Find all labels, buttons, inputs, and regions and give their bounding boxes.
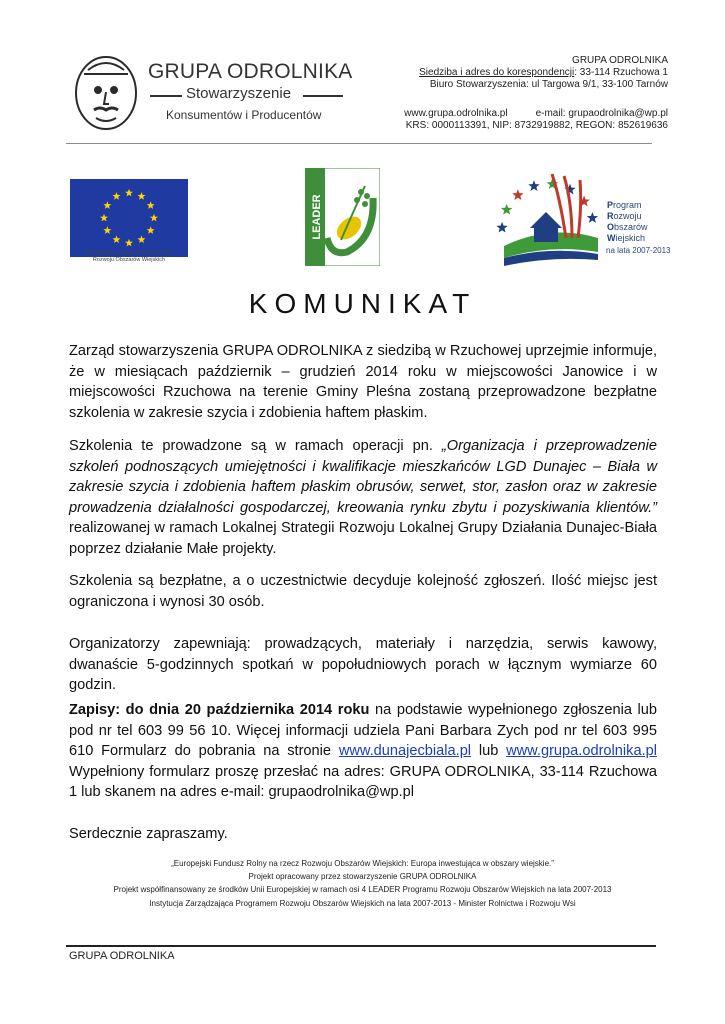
prow-star-icon [528, 180, 539, 191]
paragraph-free-training: Szkolenia są bezpłatne, a o uczestnictwie decyduje kolejność zgłoszeń. Ilość miejsc jest ograniczona i wynosi 30 osób. [69, 573, 657, 610]
operation-lead-text: Szkolenia te prowadzone są w ramach operacji pn. [69, 438, 442, 454]
registration-deadline: Zapisy: do dnia 20 października 2014 roku [69, 702, 370, 718]
brand-tagline: Konsumentów i Producentów [166, 108, 322, 122]
registration-text-1: na podstawie wypełnionego zgłoszenia lub pod nr tel 603 99 56 10. Więcej informacji udziela Pani Barbara Zych pod nr tel 603 995 610 Formularz do pobrania na stronie [69, 702, 658, 759]
prow-line-1: Program [607, 200, 642, 210]
footer-divider [66, 945, 656, 947]
prow-years: na lata 2007-2013 [606, 246, 671, 255]
org-name: GRUPA ODROLNIKA [572, 55, 668, 66]
prow-line-2: Rozwoju [607, 211, 642, 221]
contact-web-email [404, 108, 668, 120]
paragraph-operation [69, 436, 657, 559]
seat-address [419, 67, 668, 79]
paragraph-registration [69, 700, 657, 803]
paragraph-organizers: Organizatorzy zapewniają: prowadzących, materiały i narzędzia, serwis kawowy, dwanaście 5-godzinnych spotkań w popołudniowych porach w łącznym wymiarze 60 godzin. [69, 636, 657, 693]
website-text: www.grupa.odrolnika.pl [404, 108, 508, 119]
prow-star-icon [501, 204, 512, 215]
footer-line-2: Projekt opracowany przez stowarzyszenie GRUPA ODROLNIKA [248, 872, 477, 881]
closing-text: Serdecznie zapraszamy. [69, 826, 228, 842]
prow-star-icon [512, 189, 523, 200]
prow-line-3: Obszarów [607, 222, 648, 232]
page-title: KOMUNIKAT [248, 288, 477, 319]
footer-line-3: Projekt współfinansowany ze środków Unii Europejskiej w ramach osi 4 LEADER Programu Rozwoju Obszarów Wiejskich na lata 2007-2013 [113, 885, 612, 894]
operation-title: „Organizacja i przeprowadzenie szkoleń podnoszących umiejętności i kwalifikacje mieszkańców LGD Dunajec – Biała w zakresie szycia i zdobienia haftem płaskim obrusów, serwet, stor, zasłon oraz w zakresie prowadzenia działalności gospodarczej, kreowania rynku zbytu i pozyskiwania klientów.” [69, 438, 658, 516]
eu-caption-line-2: Rozwoju Obszarów Wiejskich [92, 257, 166, 263]
eu-caption-line-1: Europejski Fundusz Rolny na rzecz [85, 250, 173, 256]
brand-divider-left [150, 95, 182, 97]
dunajecbiala-link[interactable]: www.dunajecbiala.pl [338, 743, 472, 759]
footer-line-1: „Europejski Fundusz Rolny na rzecz Rozwoju Obszarów Wiejskich: Europa inwestująca w obszary wiejskie.” [171, 859, 554, 868]
brand-divider-right [303, 95, 343, 97]
seat-address-value: : 33-114 Rzuchowa 1 [574, 67, 668, 78]
prow-star-icon [496, 222, 507, 233]
paragraph-intro: Zarząd stowarzyszenia GRUPA ODROLNIKA z siedzibą w Rzuchowej uprzejmie informuje, że w miesiącach październik – grudzień 2014 roku w miejscowości Janowice i w miejscowości Rzuchowa na terenie Gminy Pleśna zostaną przeprowadzone bezpłatne szkolenia w zakresie szycia i zdobienia haftem płaskim. [69, 343, 657, 421]
operation-tail-text: realizowanej w ramach Lokalnej Strategii Rozwoju Lokalnej Grupy Działania Dunajec-Biała poprzez działanie Małe projekty. [69, 520, 657, 557]
footer-line-4: Instytucja Zarządzająca Programem Rozwoju Obszarów Wiejskich na lata 2007-2013 - Minister Rolnictwa i Rozwoju Wsi [149, 899, 576, 908]
grupa-odrolnika-link[interactable]: www.grupa.odrolnika.pl [506, 743, 657, 759]
registry-numbers: KRS: 0000113391, NIP: 8732919882, REGON: 852619636 [405, 120, 668, 131]
prow-star-icon [587, 212, 598, 223]
header-divider [66, 143, 652, 144]
email-text: e-mail: grupaodrolnika@wp.pl [535, 108, 668, 119]
registration-text-3: Wypełniony formularz proszę przesłać na adres: GRUPA ODROLNIKA, 33-114 Rzuchowa 1 lub skanem na adres e-mail: grupaodrolnika@wp.pl [69, 763, 657, 800]
brand-title: GRUPA ODROLNIKA [148, 60, 353, 83]
seat-label: Siedziba i adres do korespondencji [419, 67, 575, 78]
brand-subtitle: Stowarzyszenie [186, 85, 292, 102]
office-address: Biuro Stowarzyszenia: ul Targowa 9/1, 33-100 Tarnów [429, 79, 668, 90]
registration-text-2: lub [471, 743, 507, 759]
leader-logo-icon [305, 168, 380, 266]
leader-vertical-text: LEADER [311, 194, 323, 240]
footer-org-name: GRUPA ODROLNIKA [69, 950, 175, 962]
prow-line-4: Wiejskich [607, 233, 646, 243]
eu-fund-caption [70, 250, 188, 264]
farmer-portrait-icon [76, 57, 136, 129]
